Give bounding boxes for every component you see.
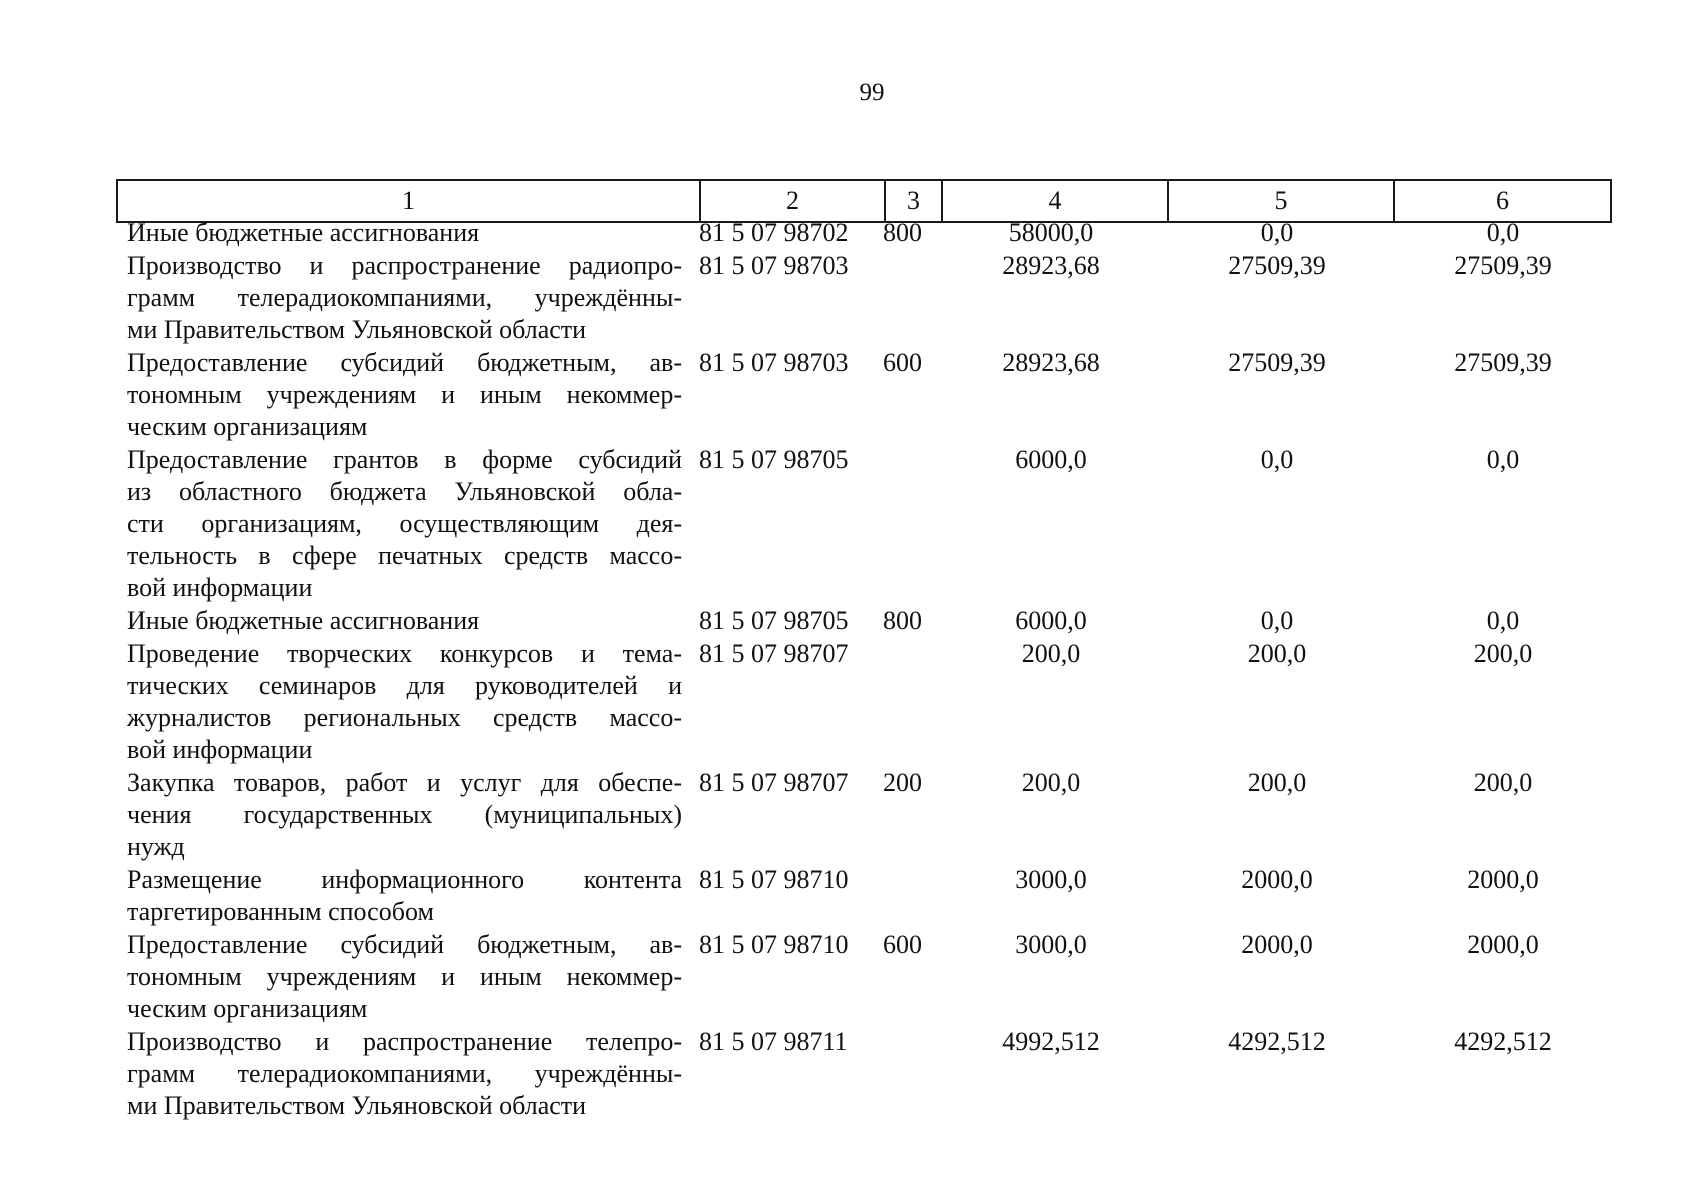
row-amount-col5: 27509,39 — [1228, 251, 1326, 280]
row-amount-col6: 200,0 — [1473, 768, 1533, 797]
row-name-line: журналистов региональных средств массо- — [127, 703, 682, 732]
row-name-line: Иные бюджетные ассигнования — [127, 218, 480, 247]
row-code: 81 5 07 98703 — [699, 348, 849, 377]
row-name-line: вой информации — [127, 573, 313, 602]
row-name-line: грамм телерадиокомпаниями, учреждённы- — [127, 283, 682, 312]
row-code: 81 5 07 98705 — [699, 445, 849, 474]
row-name-line: ческим организациям — [127, 412, 368, 441]
row-code: 81 5 07 98710 — [699, 865, 849, 894]
row-code: 81 5 07 98702 — [699, 218, 849, 247]
row-name-line: ми Правительством Ульяновской области — [127, 315, 587, 344]
row-amount-col6: 0,0 — [1486, 606, 1520, 635]
row-amount-col6: 27509,39 — [1454, 348, 1552, 377]
row-name — [127, 444, 682, 604]
row-name-line: Предоставление грантов в форме субсидий — [127, 445, 682, 474]
row-name-line: Закупка товаров, работ и услуг для обеспе- — [127, 768, 682, 797]
header-col-1: 1 — [118, 181, 701, 221]
row-name — [127, 347, 682, 443]
row-name — [127, 864, 682, 928]
row-name-line: чения государственных (муниципальных) — [127, 800, 682, 829]
row-expense-type: 600 — [883, 348, 922, 377]
row-amount-col4: 58000,0 — [1008, 218, 1094, 247]
row-amount-col5: 4292,512 — [1228, 1027, 1326, 1056]
row-name-line: из областного бюджета Ульяновской обла- — [127, 477, 682, 506]
row-name-line: Иные бюджетные ассигнования — [127, 606, 480, 635]
row-amount-col6: 27509,39 — [1454, 251, 1552, 280]
row-name — [127, 250, 682, 346]
row-amount-col4: 28923,68 — [1002, 251, 1100, 280]
row-amount-col6: 4292,512 — [1454, 1027, 1552, 1056]
row-code: 81 5 07 98705 — [699, 606, 849, 635]
row-name-line: Проведение творческих конкурсов и тема- — [127, 639, 682, 668]
row-name-line: тельность в сфере печатных средств массо- — [127, 541, 682, 570]
row-name — [127, 217, 682, 249]
row-amount-col4: 200,0 — [1021, 639, 1081, 668]
header-col-3: 3 — [886, 181, 943, 221]
row-name-line: тических семинаров для руководителей и — [127, 671, 682, 700]
row-name-line: таргетированным способом — [127, 897, 434, 926]
row-amount-col4: 6000,0 — [1015, 606, 1087, 635]
row-code: 81 5 07 98710 — [699, 930, 849, 959]
row-name-line: Предоставление субсидий бюджетным, ав- — [127, 348, 682, 377]
row-amount-col6: 2000,0 — [1467, 930, 1539, 959]
row-name — [127, 605, 682, 637]
row-name — [127, 1026, 682, 1122]
row-amount-col4: 3000,0 — [1015, 930, 1087, 959]
row-amount-col4: 3000,0 — [1015, 865, 1087, 894]
row-name-line: сти организациям, осуществляющим дея- — [127, 509, 682, 538]
page-number: 99 — [859, 79, 885, 106]
row-name-line: Размещение информационного контента — [127, 865, 682, 894]
row-code: 81 5 07 98707 — [699, 639, 849, 668]
row-code: 81 5 07 98711 — [699, 1027, 848, 1056]
row-amount-col6: 200,0 — [1473, 639, 1533, 668]
row-name — [127, 767, 682, 863]
row-name-line: тономным учреждениям и иным некоммер- — [127, 380, 682, 409]
row-name — [127, 638, 682, 766]
row-amount-col6: 2000,0 — [1467, 865, 1539, 894]
row-name-line: ми Правительством Ульяновской области — [127, 1091, 587, 1120]
row-amount-col5: 0,0 — [1260, 445, 1294, 474]
row-name-line: ческим организациям — [127, 994, 368, 1023]
row-amount-col5: 0,0 — [1260, 606, 1294, 635]
row-amount-col6: 0,0 — [1486, 218, 1520, 247]
row-name-line: Предоставление субсидий бюджетным, ав- — [127, 930, 682, 959]
row-code: 81 5 07 98703 — [699, 251, 849, 280]
row-expense-type: 800 — [883, 218, 922, 247]
row-code: 81 5 07 98707 — [699, 768, 849, 797]
row-name-line: нужд — [127, 832, 185, 861]
row-amount-col5: 2000,0 — [1241, 865, 1313, 894]
row-amount-col6: 0,0 — [1486, 445, 1520, 474]
row-amount-col5: 200,0 — [1247, 768, 1307, 797]
header-col-4: 4 — [943, 181, 1169, 221]
row-amount-col4: 28923,68 — [1002, 348, 1100, 377]
row-name-line: Производство и распространение радиопро- — [127, 251, 682, 280]
row-amount-col5: 27509,39 — [1228, 348, 1326, 377]
row-name-line: Производство и распространение телепро- — [127, 1027, 682, 1056]
row-name-line: тономным учреждениям и иным некоммер- — [127, 962, 682, 991]
row-amount-col5: 0,0 — [1260, 218, 1294, 247]
row-name-line: грамм телерадиокомпаниями, учреждённы- — [127, 1059, 682, 1088]
header-col-5: 5 — [1169, 181, 1395, 221]
row-expense-type: 600 — [883, 930, 922, 959]
row-amount-col5: 200,0 — [1247, 639, 1307, 668]
row-amount-col4: 6000,0 — [1015, 445, 1087, 474]
row-amount-col5: 2000,0 — [1241, 930, 1313, 959]
row-amount-col4: 200,0 — [1021, 768, 1081, 797]
row-name-line: вой информации — [127, 735, 313, 764]
header-col-2: 2 — [701, 181, 886, 221]
header-col-6: 6 — [1496, 186, 1509, 215]
row-expense-type: 200 — [883, 768, 922, 797]
row-name — [127, 929, 682, 1025]
row-expense-type: 800 — [883, 606, 922, 635]
row-amount-col4: 4992,512 — [1002, 1027, 1100, 1056]
